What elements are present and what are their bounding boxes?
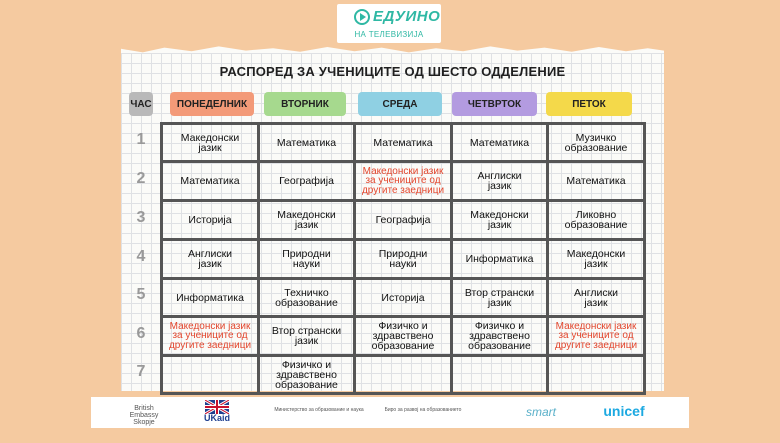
eduino-logo bbox=[337, 4, 441, 43]
schedule-cell: Англиски јазик bbox=[187, 248, 233, 270]
british-embassy-logo: British Embassy Skopje bbox=[129, 405, 159, 426]
schedule-cell: Македонски јазик bbox=[277, 209, 336, 231]
schedule-cell: Математика bbox=[566, 175, 626, 187]
schedule-cell: Природни науки bbox=[282, 248, 331, 270]
schedule-title: РАСПОРЕД ЗА УЧЕНИЦИТЕ ОД ШЕСТО ОДДЕЛЕНИЕ bbox=[219, 64, 566, 79]
grid-line-vertical bbox=[643, 122, 646, 395]
header-day-1: ПОНЕДЕЛНИК bbox=[170, 92, 254, 116]
play-icon bbox=[354, 9, 370, 25]
row-number: 1 bbox=[136, 131, 146, 148]
logo-subtitle: НА ТЕЛЕВИЗИЈА bbox=[354, 30, 424, 39]
schedule-cell: Македонски јазик bbox=[470, 209, 529, 231]
ukaid-logo: UKaid bbox=[199, 400, 235, 423]
bureau-logo: Биро за развој на образованието bbox=[384, 407, 462, 413]
header-day-2: ВТОРНИК bbox=[264, 92, 346, 116]
header-day-4: ЧЕТВРТОК bbox=[452, 92, 537, 116]
schedule-cell: Информатика bbox=[465, 253, 534, 265]
schedule-cell: Македонски јазик за учениците од другите заедници bbox=[361, 165, 445, 196]
row-number: 4 bbox=[136, 247, 146, 265]
schedule-cell: Ликовно образование bbox=[564, 209, 628, 231]
schedule-cell bbox=[356, 357, 450, 392]
row-number: 7 bbox=[136, 363, 146, 380]
logo-name: ЕДУИНО bbox=[373, 8, 441, 25]
schedule-cell: Математика bbox=[373, 136, 433, 149]
schedule-cell: Физичко и здравствено образование bbox=[275, 358, 338, 391]
schedule-cell bbox=[163, 357, 257, 392]
schedule-cell: Македонски јазик bbox=[566, 248, 626, 270]
unicef-logo: unicef bbox=[603, 403, 645, 419]
schedule-cell: Математика bbox=[469, 136, 530, 149]
schedule-cell: Македонски јазик за учениците од другите заедници bbox=[554, 320, 638, 351]
header-hour: ЧАС bbox=[129, 92, 153, 116]
schedule-cell: Математика bbox=[276, 136, 337, 149]
smart-logo: smart bbox=[526, 405, 556, 419]
schedule-cell: Втор странски јазик bbox=[464, 286, 535, 309]
row-number: 6 bbox=[136, 324, 146, 342]
row-number: 2 bbox=[136, 169, 146, 187]
schedule-cell: Македонски јазик bbox=[180, 131, 240, 154]
header-day-3: СРЕДА bbox=[358, 92, 442, 116]
schedule-cell: Англиски јазик bbox=[477, 170, 522, 192]
schedule-cell: Географија bbox=[279, 175, 334, 187]
schedule-cell: Математика bbox=[180, 175, 240, 187]
schedule-cell: Музичко образование bbox=[564, 131, 628, 154]
uk-flag-icon bbox=[205, 400, 229, 414]
schedule-cell: Историја bbox=[381, 291, 425, 304]
schedule-cell: Информатика bbox=[176, 291, 244, 304]
schedule-cell bbox=[549, 357, 643, 392]
row-number: 5 bbox=[136, 286, 146, 303]
schedule-cell: Физичко и здравствено образование bbox=[371, 320, 435, 352]
schedule-cell: Физичко и здравствено образование bbox=[468, 320, 531, 352]
schedule-cell bbox=[453, 357, 546, 392]
schedule-cell: Техничко образование bbox=[275, 286, 338, 309]
sponsor-footer bbox=[91, 397, 689, 428]
schedule-cell: Македонски јазик за учениците од другите заедници bbox=[168, 320, 252, 351]
header-day-5: ПЕТОК bbox=[546, 92, 632, 116]
ministry-logo: Министерство за образование и наука bbox=[274, 407, 364, 413]
schedule-cell: Природни науки bbox=[378, 248, 428, 270]
schedule-cell: Втор странски јазик bbox=[271, 325, 342, 347]
schedule-cell: Географија bbox=[375, 214, 431, 226]
schedule-cell: Историја bbox=[188, 214, 232, 226]
row-number: 3 bbox=[136, 208, 146, 226]
schedule-cell: Англиски јазик bbox=[573, 286, 619, 309]
grid-line-horizontal bbox=[160, 392, 646, 395]
